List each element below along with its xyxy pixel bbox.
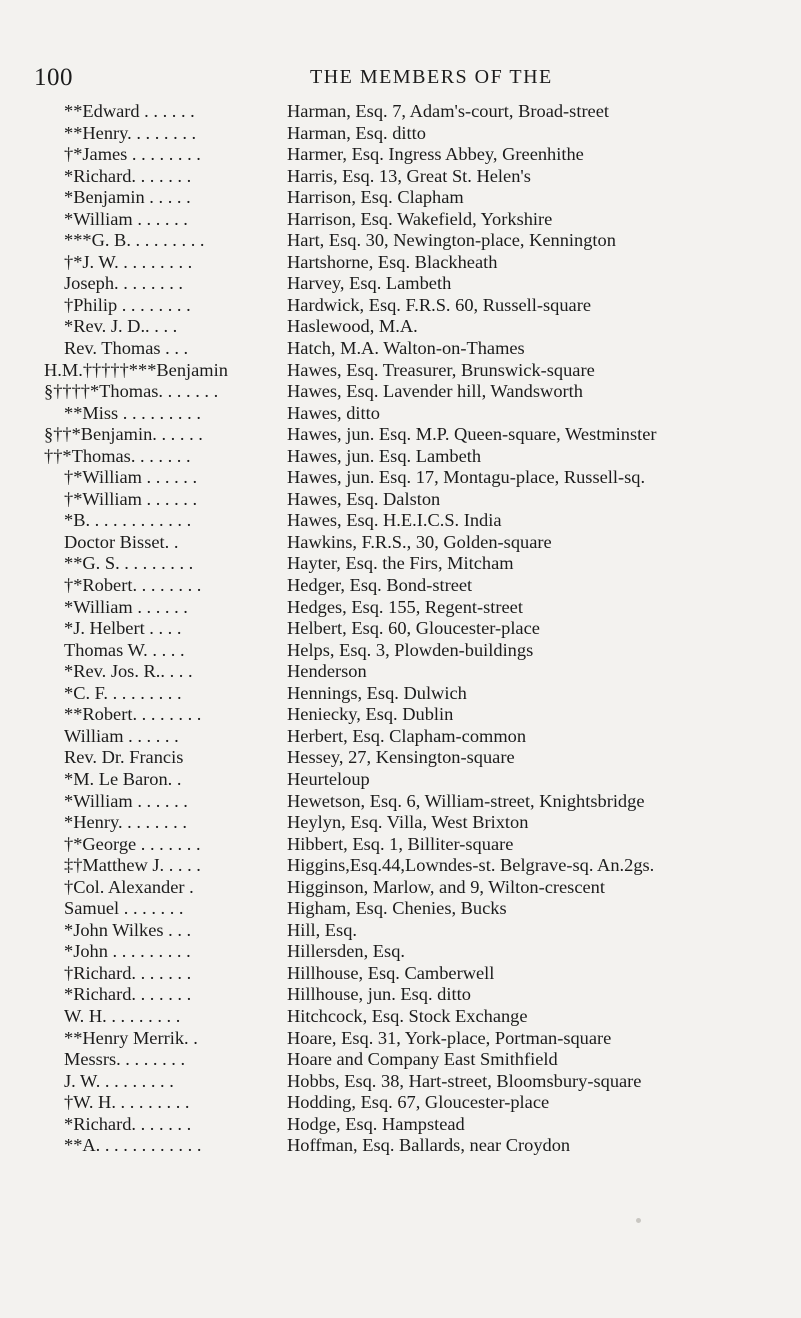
member-given-name: **G. S. . . . . . . . . [64, 553, 194, 574]
member-given-name: *Rev. J. D.. . . . [64, 316, 178, 337]
member-surname-address: Hawes, Esq. Dalston [287, 488, 441, 509]
member-given-name: *J. Helbert . . . . [64, 618, 182, 639]
member-given-name: *William . . . . . . [64, 208, 188, 229]
member-given-name: †*William . . . . . . [64, 488, 198, 509]
member-surname-address: Hewetson, Esq. 6, William-street, Knightsbridge [287, 790, 645, 811]
member-surname-address: Hoare and Company East Smithfield [287, 1049, 558, 1070]
member-given-name: †*George . . . . . . . [64, 833, 201, 854]
member-entry [0, 273, 801, 295]
member-entry [0, 941, 801, 963]
member-surname-address: Harmer, Esq. Ingress Abbey, Greenhithe [287, 144, 584, 165]
member-entry [0, 230, 801, 252]
member-given-name: William . . . . . . [64, 725, 179, 746]
member-entry [0, 381, 801, 403]
member-given-name: H.M.†††††***Benjamin [44, 359, 228, 380]
member-given-name: †*J. W. . . . . . . . . [64, 251, 193, 272]
member-given-name: **Henry Merrik. . [64, 1027, 198, 1048]
member-surname-address: Hartshorne, Esq. Blackheath [287, 251, 498, 272]
member-surname-address: Harman, Esq. ditto [287, 122, 426, 143]
member-entry [0, 295, 801, 317]
member-given-name: **Henry. . . . . . . . [64, 122, 197, 143]
member-given-name: *Benjamin . . . . . [64, 187, 191, 208]
member-surname-address: Heylyn, Esq. Villa, West Brixton [287, 812, 529, 833]
member-given-name: §††*Benjamin. . . . . . [44, 424, 203, 445]
member-surname-address: Hill, Esq. [287, 919, 357, 940]
member-surname-address: Harrison, Esq. Wakefield, Yorkshire [287, 208, 553, 229]
member-entry [0, 769, 801, 791]
member-given-name: †*Robert. . . . . . . . [64, 575, 202, 596]
member-surname-address: Hawes, jun. Esq. 17, Montagu-place, Russell-sq. [287, 467, 646, 488]
member-surname-address: Hoare, Esq. 31, York-place, Portman-square [287, 1027, 612, 1048]
member-entry [0, 661, 801, 683]
member-surname-address: Hobbs, Esq. 38, Hart-street, Bloomsbury-square [287, 1070, 642, 1091]
member-surname-address: Hawes, Esq. Lavender hill, Wandsworth [287, 381, 583, 402]
member-entry [0, 877, 801, 899]
member-entry [0, 683, 801, 705]
member-entry [0, 467, 801, 489]
member-entry [0, 424, 801, 446]
member-entry [0, 510, 801, 532]
member-entry [0, 791, 801, 813]
member-surname-address: Hitchcock, Esq. Stock Exchange [287, 1005, 528, 1026]
member-given-name: Rev. Dr. Francis [64, 747, 184, 768]
member-entry [0, 1028, 801, 1050]
member-entry [0, 1114, 801, 1136]
member-entry [0, 834, 801, 856]
member-given-name: †*James . . . . . . . . [64, 144, 201, 165]
member-given-name: Messrs. . . . . . . . [64, 1049, 186, 1070]
member-entry [0, 187, 801, 209]
member-given-name: †W. H. . . . . . . . . [64, 1092, 190, 1113]
member-entry [0, 575, 801, 597]
member-list [0, 101, 801, 1157]
member-given-name: *C. F. . . . . . . . . [64, 682, 182, 703]
member-entry [0, 532, 801, 554]
member-surname-address: Hillersden, Esq. [287, 941, 405, 962]
member-given-name: *Richard. . . . . . . [64, 984, 192, 1005]
member-entry [0, 984, 801, 1006]
member-given-name: *John . . . . . . . . . [64, 941, 191, 962]
member-given-name: *M. Le Baron. . [64, 768, 182, 789]
member-surname-address: Higginson, Marlow, and 9, Wilton-crescent [287, 876, 605, 897]
member-entry [0, 144, 801, 166]
member-given-name: **Edward . . . . . . [64, 101, 195, 121]
member-surname-address: Hawes, jun. Esq. Lambeth [287, 445, 482, 466]
member-entry [0, 166, 801, 188]
member-entry [0, 360, 801, 382]
member-entry [0, 1135, 801, 1157]
member-surname-address: Hibbert, Esq. 1, Billiter-square [287, 833, 514, 854]
member-entry [0, 252, 801, 274]
member-given-name: *Henry. . . . . . . . [64, 812, 187, 833]
member-surname-address: Heniecky, Esq. Dublin [287, 704, 454, 725]
member-surname-address: Hedger, Esq. Bond-street [287, 575, 473, 596]
member-given-name: *William . . . . . . [64, 596, 188, 617]
member-surname-address: Haslewood, M.A. [287, 316, 418, 337]
page-header [34, 64, 774, 94]
member-entry [0, 1006, 801, 1028]
member-surname-address: Heurteloup [287, 768, 370, 789]
member-surname-address: Harman, Esq. 7, Adam's-court, Broad-street [287, 101, 609, 121]
member-surname-address: Henderson [287, 661, 367, 682]
member-given-name: †Richard. . . . . . . [64, 962, 192, 983]
running-head: THE MEMBERS OF THE [310, 66, 553, 88]
member-entry [0, 101, 801, 123]
member-entry [0, 209, 801, 231]
member-entry [0, 597, 801, 619]
member-given-name: §††††*Thomas. . . . . . . [44, 381, 219, 402]
member-entry [0, 1071, 801, 1093]
member-entry [0, 747, 801, 769]
member-surname-address: Hatch, M.A. Walton-on-Thames [287, 338, 525, 359]
member-given-name: Doctor Bisset. . [64, 531, 179, 552]
member-entry [0, 963, 801, 985]
member-given-name: †*William . . . . . . [64, 467, 198, 488]
member-surname-address: Harrison, Esq. Clapham [287, 187, 464, 208]
member-surname-address: Hawes, Esq. H.E.I.C.S. India [287, 510, 502, 531]
member-entry [0, 812, 801, 834]
member-given-name: Thomas W. . . . . [64, 639, 185, 660]
member-entry [0, 123, 801, 145]
member-given-name: **Robert. . . . . . . . [64, 704, 202, 725]
member-given-name: *B. . . . . . . . . . . . [64, 510, 192, 531]
member-given-name: †Col. Alexander . [64, 876, 194, 897]
member-surname-address: Hawkins, F.R.S., 30, Golden-square [287, 531, 552, 552]
member-entry [0, 553, 801, 575]
member-given-name: ***G. B. . . . . . . . . [64, 230, 205, 251]
member-surname-address: Hodding, Esq. 67, Gloucester-place [287, 1092, 550, 1113]
member-given-name: *Rev. Jos. R.. . . . [64, 661, 193, 682]
member-surname-address: Hessey, 27, Kensington-square [287, 747, 515, 768]
member-entry [0, 316, 801, 338]
member-given-name: ‡†Matthew J. . . . . [64, 855, 201, 876]
member-entry [0, 920, 801, 942]
member-surname-address: Hawes, jun. Esq. M.P. Queen-square, Westminster [287, 424, 657, 445]
member-surname-address: Helbert, Esq. 60, Gloucester-place [287, 618, 540, 639]
member-given-name: **A. . . . . . . . . . . . [64, 1135, 202, 1156]
member-entry [0, 704, 801, 726]
member-surname-address: Hillhouse, Esq. Camberwell [287, 962, 495, 983]
member-given-name: †Philip . . . . . . . . [64, 294, 191, 315]
member-surname-address: Helps, Esq. 3, Plowden-buildings [287, 639, 534, 660]
member-given-name: W. H. . . . . . . . . [64, 1005, 181, 1026]
member-surname-address: Hart, Esq. 30, Newington-place, Kennington [287, 230, 616, 251]
page-number: 100 [34, 64, 73, 91]
member-surname-address: Higgins,Esq.44,Lowndes-st. Belgrave-sq. An.2gs. [287, 855, 655, 876]
member-surname-address: Hayter, Esq. the Firs, Mitcham [287, 553, 514, 574]
member-entry [0, 489, 801, 511]
member-surname-address: Hennings, Esq. Dulwich [287, 682, 467, 703]
member-given-name: *Richard. . . . . . . [64, 165, 192, 186]
member-surname-address: Herbert, Esq. Clapham-common [287, 725, 527, 746]
member-entry [0, 446, 801, 468]
member-given-name: *Richard. . . . . . . [64, 1113, 192, 1134]
member-entry [0, 618, 801, 640]
member-surname-address: Hardwick, Esq. F.R.S. 60, Russell-square [287, 294, 591, 315]
member-entry [0, 855, 801, 877]
member-given-name: *William . . . . . . [64, 790, 188, 811]
member-entry [0, 726, 801, 748]
ink-speck [636, 1218, 641, 1223]
member-surname-address: Harris, Esq. 13, Great St. Helen's [287, 165, 531, 186]
member-given-name: ††*Thomas. . . . . . . [44, 445, 191, 466]
member-given-name: Rev. Thomas . . . [64, 338, 189, 359]
member-surname-address: Hodge, Esq. Hampstead [287, 1113, 465, 1134]
member-surname-address: Hillhouse, jun. Esq. ditto [287, 984, 471, 1005]
member-entry [0, 898, 801, 920]
member-entry [0, 338, 801, 360]
member-given-name: J. W. . . . . . . . . [64, 1070, 174, 1091]
member-surname-address: Higham, Esq. Chenies, Bucks [287, 898, 507, 919]
member-given-name: Joseph. . . . . . . . [64, 273, 184, 294]
member-entry [0, 1092, 801, 1114]
member-given-name: Samuel . . . . . . . [64, 898, 184, 919]
member-surname-address: Hawes, Esq. Treasurer, Brunswick-square [287, 359, 595, 380]
member-given-name: *John Wilkes . . . [64, 919, 192, 940]
member-entry [0, 640, 801, 662]
member-surname-address: Hedges, Esq. 155, Regent-street [287, 596, 523, 617]
member-surname-address: Harvey, Esq. Lambeth [287, 273, 452, 294]
member-entry [0, 1049, 801, 1071]
member-surname-address: Hawes, ditto [287, 402, 380, 423]
member-surname-address: Hoffman, Esq. Ballards, near Croydon [287, 1135, 571, 1156]
member-given-name: **Miss . . . . . . . . . [64, 402, 201, 423]
member-entry [0, 403, 801, 425]
